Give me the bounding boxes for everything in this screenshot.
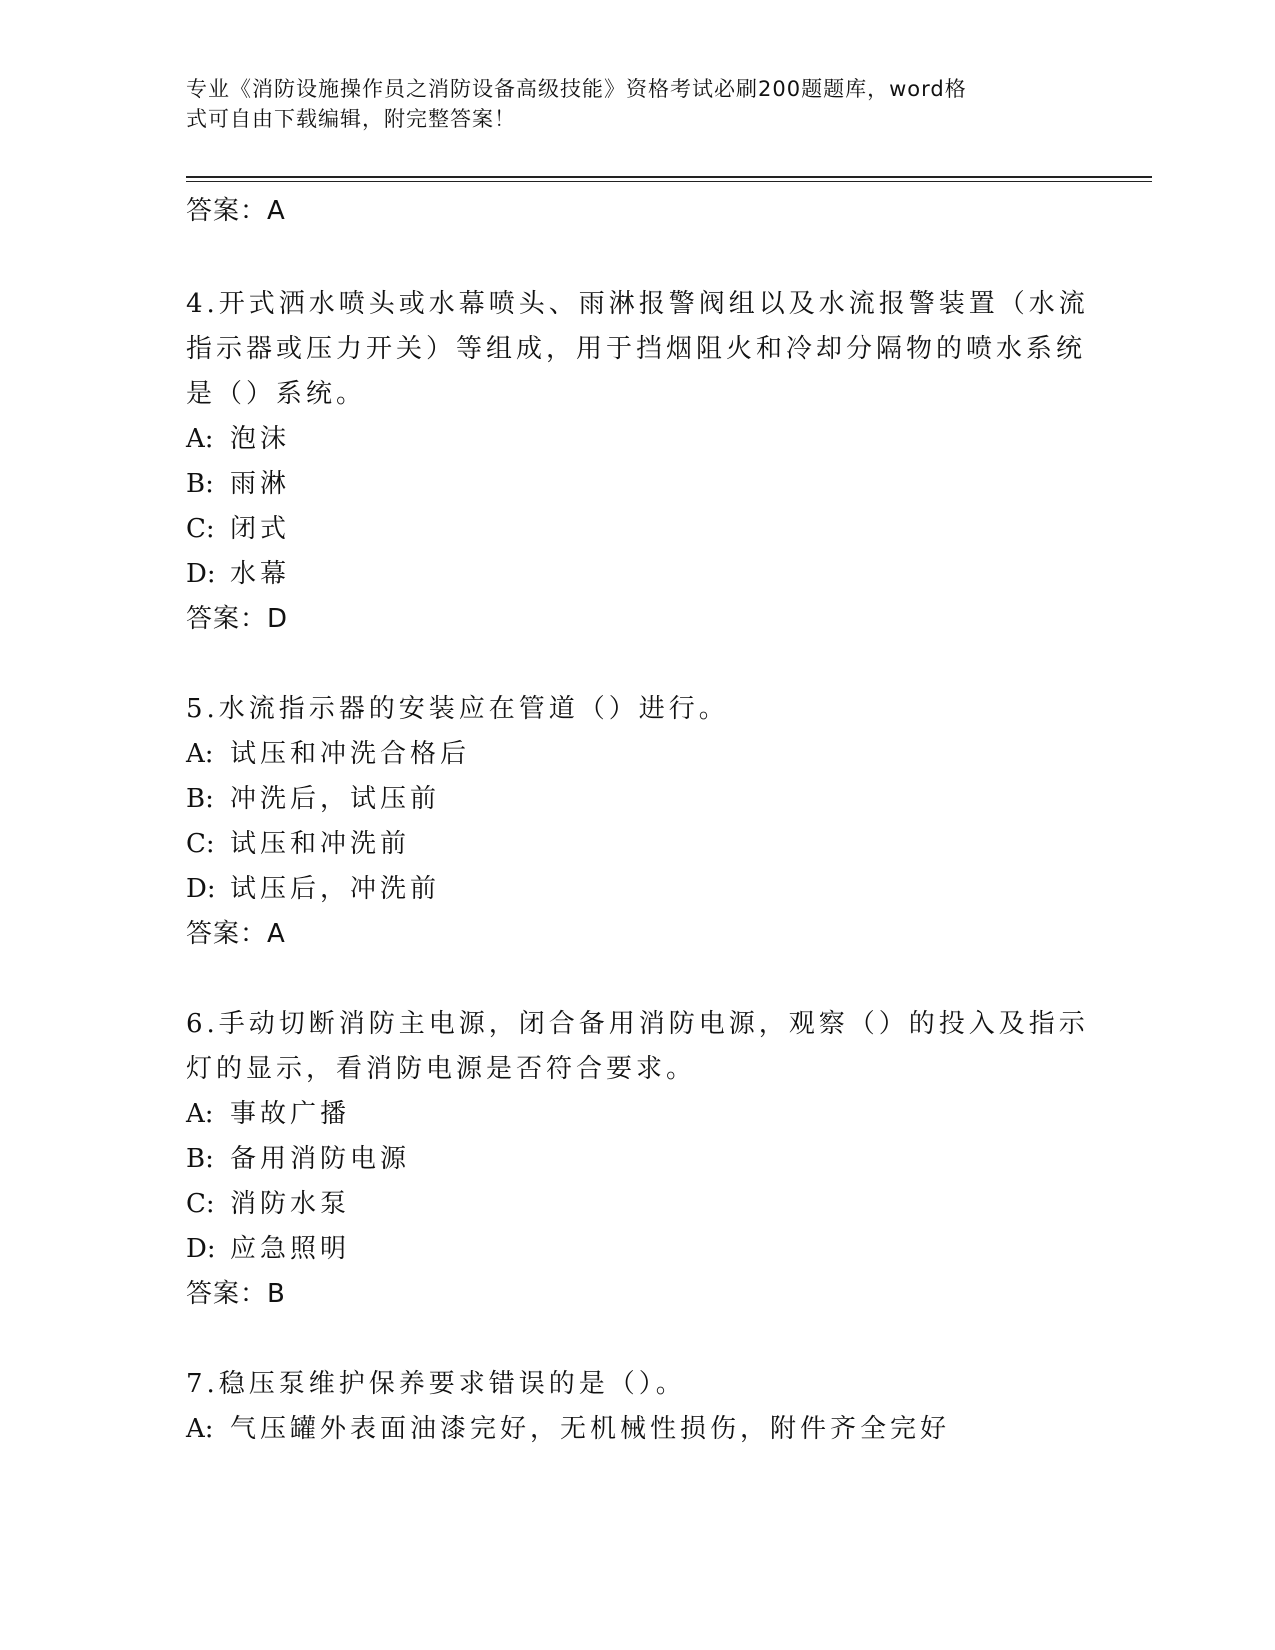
question-7-option-a: A: 气压罐外表面油漆完好，无机械性损伤，附件齐全完好 bbox=[186, 1414, 951, 1444]
question-6-line-2: 灯的显示，看消防电源是否符合要求。 bbox=[186, 1054, 697, 1084]
question-4-option-c: C: 闭式 bbox=[186, 514, 291, 544]
question-6-option-a: A: 事故广播 bbox=[186, 1099, 351, 1129]
question-5-option-c: C: 试压和冲洗前 bbox=[186, 829, 411, 859]
question-4-option-a: A: 泡沫 bbox=[186, 424, 291, 454]
question-5-line-1: 5.水流指示器的安装应在管道（）进行。 bbox=[186, 694, 729, 724]
question-6-answer: 答案：B bbox=[186, 1279, 286, 1309]
question-4-option-d: D: 水幕 bbox=[186, 559, 291, 589]
header-divider-top bbox=[186, 176, 1152, 178]
answer-previous: 答案：A bbox=[186, 196, 286, 226]
question-5-answer: 答案：A bbox=[186, 919, 286, 949]
question-6-option-d: D: 应急照明 bbox=[186, 1234, 351, 1264]
question-5-option-d: D: 试压后，冲洗前 bbox=[186, 874, 441, 904]
question-4-line-2: 指示器或压力开关）等组成，用于挡烟阻火和冷却分隔物的喷水系统 bbox=[186, 334, 1087, 364]
document-title-line-1: 专业《消防设施操作员之消防设备高级技能》资格考试必刷200题题库，word格 bbox=[186, 77, 967, 101]
question-5-option-a: A: 试压和冲洗合格后 bbox=[186, 739, 471, 769]
question-6-option-b: B: 备用消防电源 bbox=[186, 1144, 411, 1174]
question-6-option-c: C: 消防水泵 bbox=[186, 1189, 351, 1219]
question-6-line-1: 6.手动切断消防主电源，闭合备用消防电源，观察（）的投入及指示 bbox=[186, 1009, 1089, 1039]
question-5-option-b: B: 冲洗后，试压前 bbox=[186, 784, 441, 814]
question-4-answer: 答案：D bbox=[186, 604, 289, 634]
question-4-option-b: B: 雨淋 bbox=[186, 469, 291, 499]
header-divider-bottom bbox=[186, 181, 1152, 182]
document-title-line-2: 式可自由下载编辑，附完整答案！ bbox=[186, 107, 516, 131]
question-4-line-1: 4.开式洒水喷头或水幕喷头、雨淋报警阀组以及水流报警装置（水流 bbox=[186, 289, 1089, 319]
question-7-line-1: 7.稳压泵维护保养要求错误的是（）。 bbox=[186, 1369, 686, 1399]
question-4-line-3: 是（）系统。 bbox=[186, 379, 367, 409]
